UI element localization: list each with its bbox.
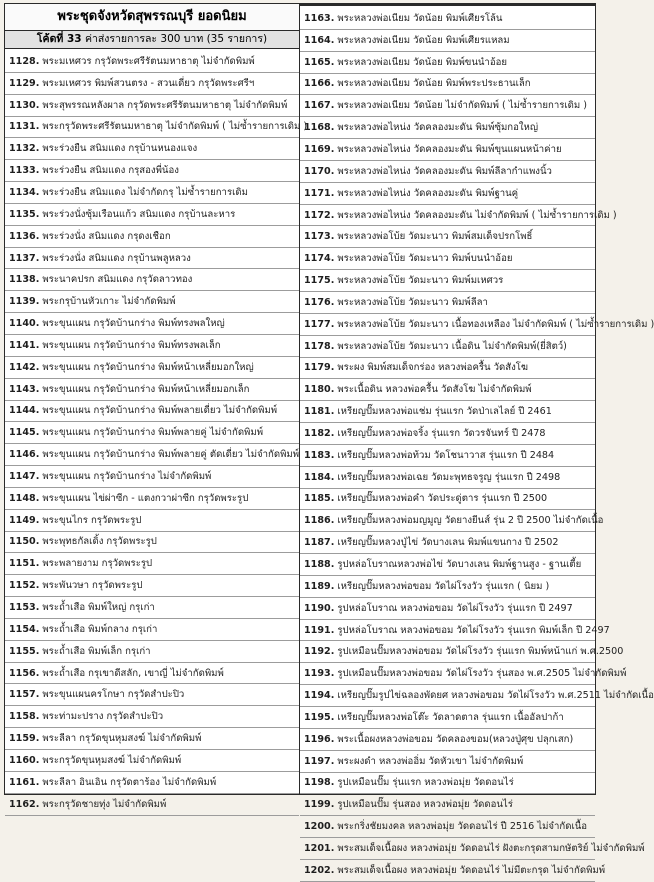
item-text: รูปหล่อโบราณหลวงพ่อไข่ วัดบางเลน พิมพ์ฐานสูง - ฐานเตี้ย <box>337 559 582 571</box>
item-number: 1151. <box>9 558 40 570</box>
list-item <box>300 183 595 205</box>
item-text: พระขุนแผนครโกษา กรุวัดสำปะปิว <box>42 689 185 701</box>
list-item <box>5 226 299 248</box>
item-text: พระร่วงนั่งซุ้มเรือนแก้ว สนิมแดง กรุบ้านละหาร <box>42 208 236 220</box>
item-number: 1175. <box>304 275 335 287</box>
list-item <box>300 30 595 52</box>
item-number: 1132. <box>9 143 40 155</box>
list-item <box>5 51 299 73</box>
item-number: 1163. <box>304 12 335 24</box>
item-number: 1193. <box>304 668 335 680</box>
item-number: 1166. <box>304 78 335 90</box>
list-item <box>300 445 595 467</box>
item-text: พระท่ามะปราง กรุวัดสำปะปิว <box>42 711 164 723</box>
item-text: เหรียญปั๊มหลวงพ่อคำ วัดประดู่ตาร รุ่นแรก ปี 2500 <box>337 493 548 505</box>
item-text: พระขุนแผน กรุวัดบ้านกร่าง พิมพ์ทรงพลใหญ่ <box>42 318 225 330</box>
item-number: 1140. <box>9 318 40 330</box>
item-text: พระหลวงพ่อเนียม วัดน้อย พิมพ์พระประธานเล็ก <box>337 78 531 90</box>
item-number: 1198. <box>304 777 335 789</box>
item-text: พระขุนแผน กรุวัดบ้านกร่าง พิมพ์ทรงพลเล็ก <box>42 339 221 351</box>
list-item <box>300 270 595 292</box>
list-item <box>300 489 595 511</box>
item-number: 1190. <box>304 602 335 614</box>
list-item <box>5 335 299 357</box>
item-number: 1133. <box>9 165 40 177</box>
item-text: พระหลวงพ่อเนียม วัดน้อย พิมพ์เศียรแหลม <box>337 34 510 46</box>
item-text: พระนาคปรก สนิมแดง กรุวัดลาวทอง <box>42 274 193 286</box>
list-item <box>5 728 299 750</box>
list-item <box>300 95 595 117</box>
list-item <box>5 488 299 510</box>
list-item <box>5 291 299 313</box>
item-number: 1178. <box>304 340 335 352</box>
item-text: พระหลวงพ่อไหน่ง วัดคลองมะดัน พิมพ์ขุนแผนหน้าค่าย <box>337 143 562 155</box>
item-text: พระผง พิมพ์สมเด็จกร่อง หลวงพ่อครื้น วัดสังโฆ <box>337 362 529 374</box>
item-number: 1147. <box>9 470 40 482</box>
item-text: พระมเหศวร พิมพ์สวนตรง - สวนเดี่ยว กรุวัดพระศรีฯ <box>42 77 255 89</box>
item-number: 1155. <box>9 645 40 657</box>
item-text: พระหลวงพ่อโบ้ย วัดมะนาว พิมพ์บนนำอ้อย <box>337 253 513 265</box>
item-text: เหรียญปั๊มหลวงพ่อจริ้ง รุ่นแรก วัดวรจันทร์ ปี 2478 <box>337 427 546 439</box>
item-text: พระร่วงนั่ง สนิมแดง กรุดงเชือก <box>42 230 171 242</box>
item-number: 1137. <box>9 252 40 264</box>
item-number: 1171. <box>304 187 335 199</box>
left-column-title: พระชุดจังหวัดสุพรรณบุรี ยอดนิยม <box>5 4 299 31</box>
list-item <box>5 138 299 160</box>
item-number: 1134. <box>9 186 40 198</box>
list-item <box>5 182 299 204</box>
item-number: 1144. <box>9 405 40 417</box>
item-number: 1152. <box>9 580 40 592</box>
item-text: รูปเหมือนปั๊มหลวงพ่อขอม วัดไผ่โรงวัว รุ่นสอง พ.ศ.2505 ไม่จำกัดพิมพ์ <box>337 668 627 680</box>
item-text: เหรียญปั๊มหลวงพ่อแช่ม รุ่นแรก วัดป่าเลไลย์ ปี 2461 <box>337 406 552 418</box>
list-item <box>5 73 299 95</box>
list-item <box>300 139 595 161</box>
price-list-page <box>4 3 654 876</box>
item-text: พระถ้ำเสือ กรุเขาดีสลัก, เขาญี่ ไม่จำกัดพิมพ์ <box>42 667 224 679</box>
list-item <box>300 532 595 554</box>
item-number: 1172. <box>304 209 335 221</box>
item-number: 1182. <box>304 427 335 439</box>
item-number: 1150. <box>9 536 40 548</box>
item-number: 1189. <box>304 580 335 592</box>
item-text: รูปเหมือนปั๊ม รุ่นสอง หลวงพ่อมุ่ย วัดดอนไร่ <box>337 799 513 811</box>
item-text: พระหลวงพ่อไหน่ง วัดคลองมะดัน พิมพ์ฐานคู่ <box>337 187 519 199</box>
item-text: เหรียญปั๊มรูปไข่ฉลองพัดยศ หลวงพ่อขอม วัดไผ่โรงวัว พ.ศ.2511 ไม่จำกัดเนื้อ <box>337 690 654 702</box>
list-item <box>300 729 595 751</box>
list-item <box>300 292 595 314</box>
item-text: รูปเหมือนปั๊มหลวงพ่อขอม วัดไผ่โรงวัว รุ่นแรก พิมพ์หน้าแก่ พ.ศ.2500 <box>337 646 624 658</box>
item-text: พระหลวงพ่อไหน่ง วัดคลองมะดัน พิมพ์ลีลากำแพงนิ้ว <box>337 165 552 177</box>
item-number: 1145. <box>9 427 40 439</box>
list-item <box>300 358 595 380</box>
item-number: 1179. <box>304 362 335 374</box>
item-text: พระลีลา กรุวัดขุนหุมสงฆ์ ไม่จำกัดพิมพ์ <box>42 733 202 745</box>
list-item <box>300 773 595 795</box>
item-text: เหรียญปั๊มหลวงพ่อท้วม วัดโชนาวาส รุ่นแรก ปี 2484 <box>337 449 555 461</box>
list-item <box>5 160 299 182</box>
item-text: รูปหล่อโบราณ หลวงพ่อขอม วัดไผ่โรงวัว รุ่นแรก พิมพ์เล็ก ปี 2497 <box>337 624 610 636</box>
list-item <box>5 444 299 466</box>
item-number: 1200. <box>304 821 335 833</box>
list-item <box>5 95 299 117</box>
item-number: 1174. <box>304 253 335 265</box>
item-text: พระเนื้อดิน หลวงพ่อครื้น วัดสังโฆ ไม่จำกัดพิมพ์ <box>337 384 532 396</box>
item-text: พระหลวงพ่อโบ้ย วัดมะนาว พิมพ์มเหศวร <box>337 275 504 287</box>
item-number: 1135. <box>9 208 40 220</box>
list-item <box>5 379 299 401</box>
item-text: พระมเหศวร กรุวัดพระศรีรัตนมหาธาตุ ไม่จำกัดพิมพ์ <box>42 55 255 67</box>
item-number: 1199. <box>304 799 335 811</box>
list-item <box>300 401 595 423</box>
list-item <box>5 794 299 816</box>
list-item <box>300 794 595 816</box>
right-column <box>300 4 654 876</box>
list-item <box>300 707 595 729</box>
list-item <box>300 423 595 445</box>
item-number: 1131. <box>9 121 40 133</box>
item-number: 1157. <box>9 689 40 701</box>
list-item <box>5 401 299 423</box>
list-item <box>300 685 654 707</box>
list-item <box>5 510 299 532</box>
item-text: พระพลายงาม กรุวัดพระรูป <box>42 558 153 570</box>
list-item <box>300 336 595 358</box>
item-number: 1170. <box>304 165 335 177</box>
list-item <box>5 750 299 772</box>
item-number: 1187. <box>304 537 335 549</box>
list-item <box>300 248 595 270</box>
item-text: พระถ้ำเสือ พิมพ์กลาง กรุเก่า <box>42 623 158 635</box>
list-item <box>5 313 299 335</box>
list-item <box>5 248 299 270</box>
list-item <box>5 706 299 728</box>
list-item <box>300 74 595 96</box>
item-number: 1177. <box>304 318 335 330</box>
item-text: พระสุพรรณหลังผาล กรุวัดพระศรีรัตนมหาธาตุ ไม่จำกัดพิมพ์ <box>42 99 288 111</box>
left-shipping-note: ค่าส่งรายการละ 300 บาท (35 รายการ) <box>84 33 268 45</box>
item-number: 1141. <box>9 339 40 351</box>
item-number: 1164. <box>304 34 335 46</box>
item-text: พระถ้ำเสือ พิมพ์เล็ก กรุเก่า <box>42 645 151 657</box>
list-item <box>5 597 299 619</box>
item-text: พระขุนแผน กรุวัดบ้านกร่าง พิมพ์พลายคู่ ไม่จำกัดพิมพ์ <box>42 427 264 439</box>
item-text: พระหลวงพ่อไหน่ง วัดคลองมะดัน ไม่จำกัดพิมพ์ ( ไม่ซ้ำรายการเดิม ) <box>337 209 617 221</box>
list-item <box>5 117 308 139</box>
item-number: 1153. <box>9 602 40 614</box>
item-number: 1191. <box>304 624 335 636</box>
item-text: เหรียญปั๊มหลวงพ่อมญมูญ วัดยางยีนส์ รุ่น 2 ปี 2500 ไม่จำกัดเนื้อ <box>337 515 604 527</box>
item-number: 1201. <box>304 842 335 854</box>
list-item <box>300 554 595 576</box>
item-text: เหรียญปั๊มหลวงพ่อเฉย วัดมะพุทธจรูญ รุ่นแรก ปี 2498 <box>337 471 561 483</box>
item-number: 1168. <box>304 122 335 134</box>
list-item <box>300 226 595 248</box>
item-text: พระขุนแผน กรุวัดบ้านกร่าง พิมพ์หน้าเหลี่ยมอกเล็ก <box>42 383 250 395</box>
item-text: พระขุนแผน กรุวัดบ้านกร่าง พิมพ์หน้าเหลี่ยมอกใหญ่ <box>42 361 254 373</box>
left-code-label: โค้ดที่ 33 <box>36 33 82 45</box>
item-number: 1128. <box>9 55 40 67</box>
list-item <box>5 532 299 554</box>
list-item <box>300 8 595 30</box>
item-text: พระพันวษา กรุวัดพระรูป <box>42 580 143 592</box>
item-text: พระหลวงพ่อโบ้ย วัดมะนาว เนื้อดิน ไม่จำกัดพิมพ์(ยี่สิตว์) <box>337 340 567 352</box>
item-text: เหรียญปั๊มหลวงพ่อขอม วัดไผ่โรงวัว รุ่นแรก ( นิยม ) <box>337 580 550 592</box>
item-number: 1196. <box>304 733 335 745</box>
item-text: พระกรุวัดพระศรีรัตนมหาธาตุ ไม่จำกัดพิมพ์ ( ไม่ซ้ำรายการเดิม ) <box>42 121 308 133</box>
item-text: พระหลวงพ่อเนียม วัดน้อย พิมพ์เศียรโล้น <box>337 12 503 24</box>
item-text: พระถ้ำเสือ พิมพ์ใหญ่ กรุเก่า <box>42 602 155 614</box>
list-item <box>300 161 595 183</box>
list-item <box>300 751 595 773</box>
item-number: 1143. <box>9 383 40 395</box>
list-item <box>5 641 299 663</box>
item-number: 1148. <box>9 492 40 504</box>
item-number: 1169. <box>304 143 335 155</box>
item-number: 1180. <box>304 384 335 396</box>
item-number: 1162. <box>9 798 40 810</box>
item-number: 1154. <box>9 623 40 635</box>
list-item <box>300 860 606 882</box>
item-number: 1156. <box>9 667 40 679</box>
item-number: 1167. <box>304 100 335 112</box>
item-number: 1176. <box>304 296 335 308</box>
item-text: พระขุนไกร กรุวัดพระรูป <box>42 514 142 526</box>
item-text: พระขุนแผน กรุวัดบ้านกร่าง พิมพ์พลายคู่ ตัดเดี่ยว ไม่จำกัดพิมพ์ <box>42 449 300 461</box>
item-number: 1138. <box>9 274 40 286</box>
list-item <box>300 598 595 620</box>
list-item <box>5 357 299 379</box>
item-number: 1160. <box>9 754 40 766</box>
item-text: รูปเหมือนปั๊ม รุ่นแรก หลวงพ่อมุ่ย วัดดอนไร่ <box>337 777 514 789</box>
item-text: พระกรุวัดขุนหุมสงฆ์ ไม่จำกัดพิมพ์ <box>42 754 182 766</box>
item-number: 1158. <box>9 711 40 723</box>
item-text: พระกรุบ้านหัวเกาะ ไม่จำกัดพิมพ์ <box>42 296 176 308</box>
item-text: พระกรุวัดชายทุ่ง ไม่จำกัดพิมพ์ <box>42 798 167 810</box>
list-item <box>300 816 595 838</box>
item-text: พระเนื้อผงหลวงพ่อขอม วัดคลองขอม(หลวงปู่ศุข ปลุกเสก) <box>337 733 574 745</box>
list-item <box>5 575 299 597</box>
item-number: 1146. <box>9 449 40 461</box>
item-number: 1173. <box>304 231 335 243</box>
item-text: พระหลวงพ่อโบ้ย วัดมะนาว พิมพ์ลีลา <box>337 296 488 308</box>
item-number: 1139. <box>9 296 40 308</box>
item-text: พระขุนแผน กรุวัดบ้านกร่าง ไม่จำกัดพิมพ์ <box>42 470 212 482</box>
item-number: 1159. <box>9 733 40 745</box>
item-number: 1186. <box>304 515 335 527</box>
list-item <box>300 52 595 74</box>
item-text: พระร่วงยืน สนิมแดง กรุสองพี่น้อง <box>42 165 179 177</box>
left-column-subheader <box>5 31 299 49</box>
item-text: พระหลวงพ่อไหน่ง วัดคลองมะดัน พิมพ์ซุ้มกอใหญ่ <box>337 122 539 134</box>
list-item <box>300 117 595 139</box>
item-text: พระสมเด็จเนื้อผง หลวงพ่อมุ่ย วัดดอนไร่ ไม่มีตะกรุด ไม่จำกัดพิมพ์ <box>337 864 606 876</box>
item-number: 1184. <box>304 471 335 483</box>
left-column <box>5 4 308 810</box>
list-item <box>5 204 299 226</box>
item-text: เหรียญปั๊มหลวงปู่ไข่ วัดบางเลน พิมพ์แขนกาง ปี 2502 <box>337 537 559 549</box>
item-text: พระพุทธกัลเดิ้ง กรุวัดพระรูป <box>42 536 157 548</box>
item-number: 1192. <box>304 646 335 658</box>
item-number: 1202. <box>304 864 335 876</box>
item-text: รูปหล่อโบราณ หลวงพ่อขอม วัดไผ่โรงวัว รุ่นแรก ปี 2497 <box>337 602 573 614</box>
item-number: 1183. <box>304 449 335 461</box>
list-item <box>300 641 624 663</box>
list-item <box>5 663 299 685</box>
item-text: พระหลวงพ่อโบ้ย วัดมะนาว พิมพ์สมเด็จปรกโพธิ์ <box>337 231 533 243</box>
list-item <box>5 422 299 444</box>
item-text: พระสมเด็จเนื้อผง หลวงพ่อมุ่ย วัดดอนไร่ ฝังตะกรุดสามกษัตริย์ ไม่จำกัดพิมพ์ <box>337 842 645 854</box>
list-item <box>300 576 595 598</box>
right-item-list <box>300 6 654 882</box>
item-text: พระกริ่งชัยมงคล หลวงพ่อมุ่ย วัดดอนไร่ ปี 2516 ไม่จำกัดเนื้อ <box>337 821 588 833</box>
list-item <box>300 314 654 336</box>
item-number: 1195. <box>304 711 335 723</box>
item-text: พระร่วงยืน สนิมแดง ไม่จำกัดกรุ ไม่ซ้ำรายการเดิม <box>42 186 248 198</box>
item-number: 1165. <box>304 56 335 68</box>
list-item <box>5 269 299 291</box>
item-number: 1197. <box>304 755 335 767</box>
item-number: 1194. <box>304 690 335 702</box>
item-number: 1136. <box>9 230 40 242</box>
list-item <box>300 838 645 860</box>
list-item <box>5 684 299 706</box>
item-number: 1142. <box>9 361 40 373</box>
item-number: 1130. <box>9 99 40 111</box>
item-text: เหรียญปั๊มหลวงพ่อโต๊ะ วัดลาดตาล รุ่นแรก เนื้ออัลปาก้า <box>337 711 564 723</box>
list-item <box>300 510 604 532</box>
list-item <box>300 663 627 685</box>
list-item <box>5 619 299 641</box>
list-item <box>300 205 617 227</box>
item-text: พระขุนแผน กรุวัดบ้านกร่าง พิมพ์พลายเดี่ยว ไม่จำกัดพิมพ์ <box>42 405 278 417</box>
list-item <box>300 467 595 489</box>
item-number: 1188. <box>304 559 335 571</box>
item-text: พระผงดำ หลวงพ่ออิ่ม วัดหัวเขา ไม่จำกัดพิมพ์ <box>337 755 524 767</box>
item-number: 1185. <box>304 493 335 505</box>
item-number: 1129. <box>9 77 40 89</box>
left-item-list <box>5 49 308 816</box>
item-text: พระลีลา อินเอิน กรุวัดตาร้อง ไม่จำกัดพิมพ์ <box>42 776 217 788</box>
item-text: พระหลวงพ่อเนียม วัดน้อย พิมพ์ขนนำอ้อย <box>337 56 507 68</box>
item-number: 1181. <box>304 406 335 418</box>
list-item <box>5 466 299 488</box>
list-item <box>5 772 299 794</box>
list-item <box>300 379 595 401</box>
item-number: 1161. <box>9 776 40 788</box>
item-text: พระร่วงยืน สนิมแดง กรุบ้านหนองแจง <box>42 143 198 155</box>
list-item <box>300 620 610 642</box>
item-text: พระขุนแผน ไข่ผ่าซีก - แตงกวาผ่าซีก กรุวัดพระรูป <box>42 492 249 504</box>
item-text: พระหลวงพ่อโบ้ย วัดมะนาว เนื้อทองเหลือง ไม่จำกัดพิมพ์ ( ไม่ซ้ำรายการเดิม ) <box>337 318 654 330</box>
list-item <box>5 553 299 575</box>
item-text: พระหลวงพ่อเนียม วัดน้อย ไม่จำกัดพิมพ์ ( ไม่ซ้ำรายการเดิม ) <box>337 100 587 112</box>
item-text: พระร่วงนั่ง สนิมแดง กรุบ้านพลูหลวง <box>42 252 191 264</box>
item-number: 1149. <box>9 514 40 526</box>
